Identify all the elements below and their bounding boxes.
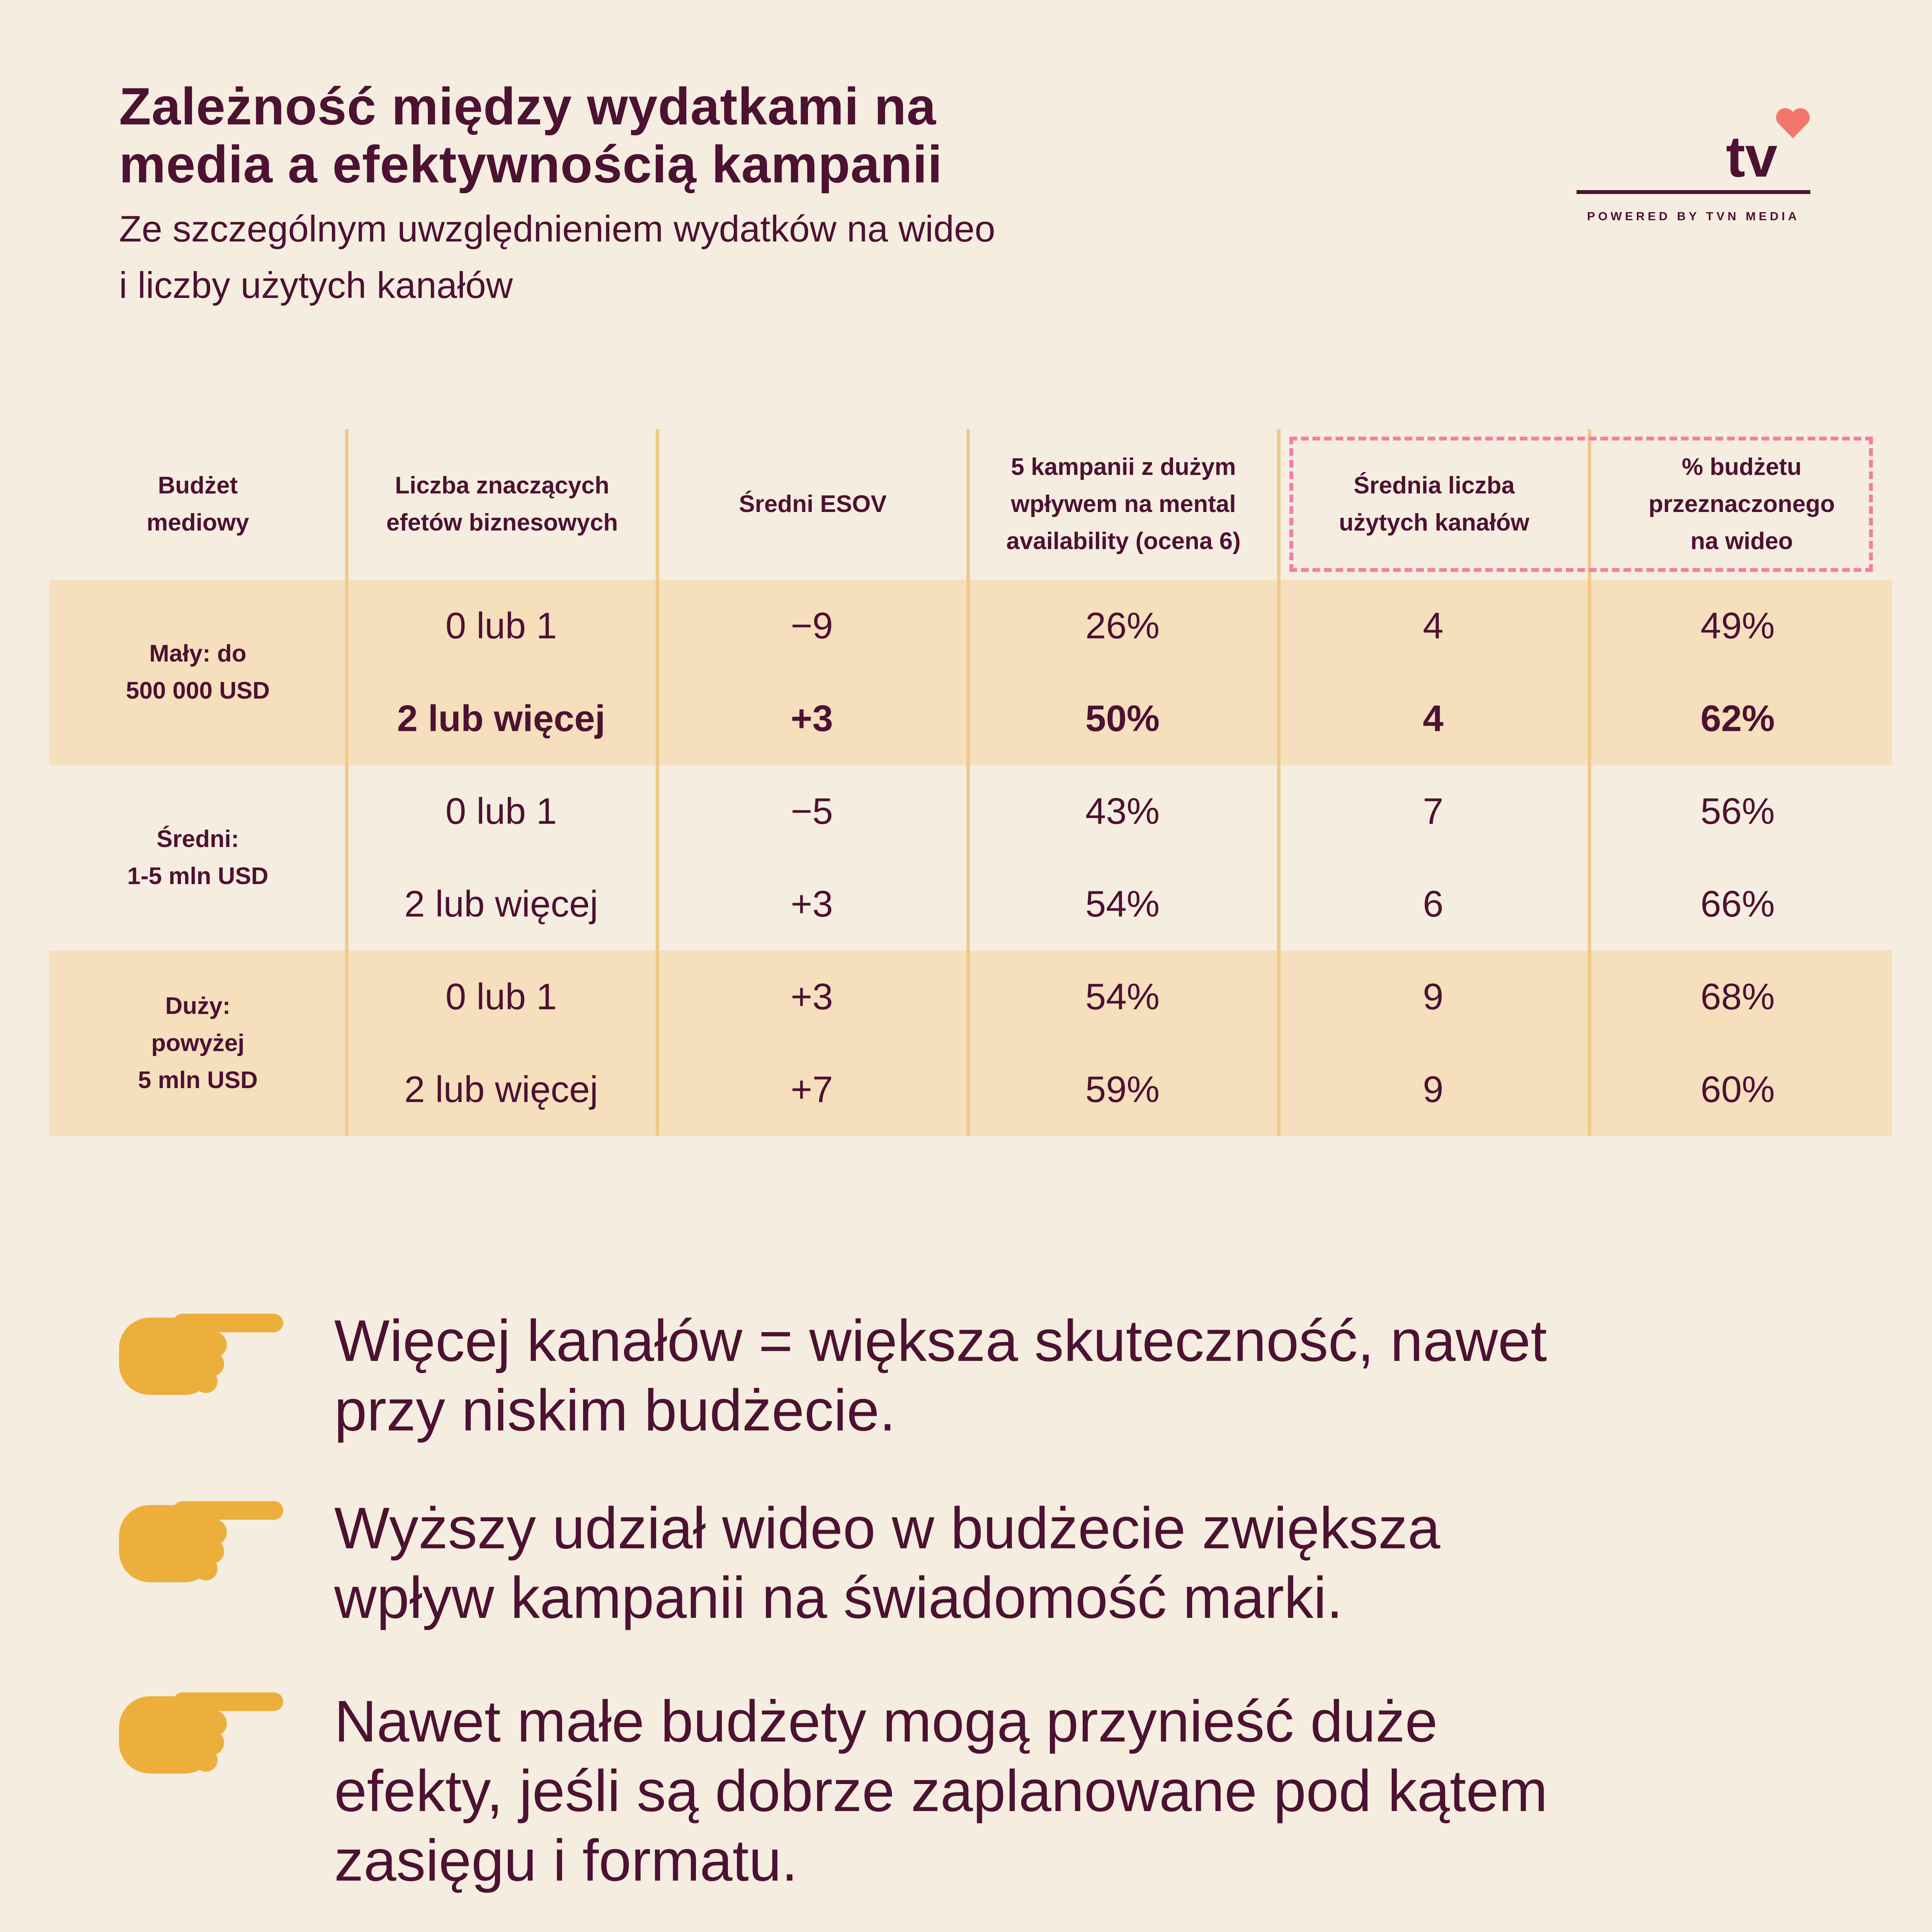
table-cell: 0 lub 1 <box>445 791 557 832</box>
header-esov: Średni ESOV <box>739 491 887 517</box>
row-label-medium: Średni: 1-5 mln USD <box>127 826 269 889</box>
table-cell: 4 <box>1423 605 1444 646</box>
bullet-text: Więcej kanałów = większa skuteczność, nawet przy niskim budżecie. <box>334 1308 1547 1443</box>
table-cell: −5 <box>791 791 833 832</box>
table-cell: −9 <box>791 605 833 646</box>
header-mental-availability: 5 kampanii z dużym wpływem na mental availability (ocena 6) <box>1006 454 1241 554</box>
page-subtitle <box>119 201 1162 314</box>
table-cell: +3 <box>791 883 833 925</box>
table-cell: +3 <box>791 976 833 1017</box>
table-cell: 7 <box>1423 791 1444 832</box>
table-cell: 49% <box>1700 605 1775 646</box>
table-cell: 60% <box>1700 1069 1775 1110</box>
table-cell: +7 <box>791 1069 833 1110</box>
table-cell: 0 lub 1 <box>445 605 557 646</box>
title-line: Zależność między wydatkami na <box>119 77 937 136</box>
heart-icon <box>1776 108 1810 139</box>
logo-powered-by: POWERED BY TVN MEDIA <box>1587 209 1800 223</box>
table-cell: 26% <box>1085 605 1160 646</box>
column-divider <box>1277 429 1281 1136</box>
table-cell: 50% <box>1085 698 1160 739</box>
table-cell: 2 lub więcej <box>404 883 598 925</box>
row-label-large: Duży: powyżej 5 mln USD <box>138 993 258 1094</box>
page-title <box>119 77 1162 193</box>
table-cell: 9 <box>1423 1069 1444 1110</box>
pointing-hand-icon <box>119 1497 285 1582</box>
pointing-hand-icon <box>119 1689 285 1774</box>
table-cell: 68% <box>1700 976 1775 1017</box>
table-cell: 54% <box>1085 883 1160 925</box>
table-cell: 66% <box>1700 883 1775 925</box>
header-budget: Budżet mediowy <box>146 472 249 536</box>
table-cell: +3 <box>791 698 833 739</box>
data-table <box>49 429 1892 1136</box>
subtitle-line: i liczby użytych kanałów <box>119 265 513 306</box>
row-label-small: Mały: do 500 000 USD <box>126 640 270 704</box>
table-cell: 0 lub 1 <box>445 976 557 1017</box>
bullet-text: Wyższy udział wideo w budżecie zwiększa wpływ kampanii na świadomość marki. <box>334 1495 1440 1631</box>
table-cell: 2 lub więcej <box>404 1069 598 1110</box>
logo-mark: tv <box>1726 124 1777 189</box>
pointing-hand-icon <box>119 1310 285 1395</box>
column-divider <box>656 429 659 1136</box>
column-divider <box>966 429 970 1136</box>
title-line: media a efektywnością kampanii <box>119 135 943 194</box>
table-cell: 56% <box>1700 791 1775 832</box>
table-cell: 43% <box>1085 791 1160 832</box>
table-cell: 6 <box>1423 883 1444 925</box>
subtitle-line: Ze szczególnym uwzględnieniem wydatków na wideo <box>119 208 995 250</box>
table-cell: 9 <box>1423 976 1444 1017</box>
table-cell: 4 <box>1423 698 1444 739</box>
table-cell: 62% <box>1700 698 1775 739</box>
logo-underline <box>1577 190 1810 194</box>
header-video-budget: % budżetu przeznaczonego na wideo <box>1648 454 1835 554</box>
bullet-text: Nawet małe budżety mogą przynieść duże efekty, jeśli są dobrze zaplanowane pod kątem zasięgu i formatu. <box>334 1689 1548 1893</box>
table-cell: 54% <box>1085 976 1160 1017</box>
header-business-effects: Liczba znaczących efetów biznesowych <box>386 472 618 536</box>
table-cell: 2 lub więcej <box>397 698 605 739</box>
tvn-media-logo <box>1577 104 1810 232</box>
table-cell: 59% <box>1085 1069 1160 1110</box>
header-channels: Średnia liczba użytych kanałów <box>1339 472 1529 536</box>
